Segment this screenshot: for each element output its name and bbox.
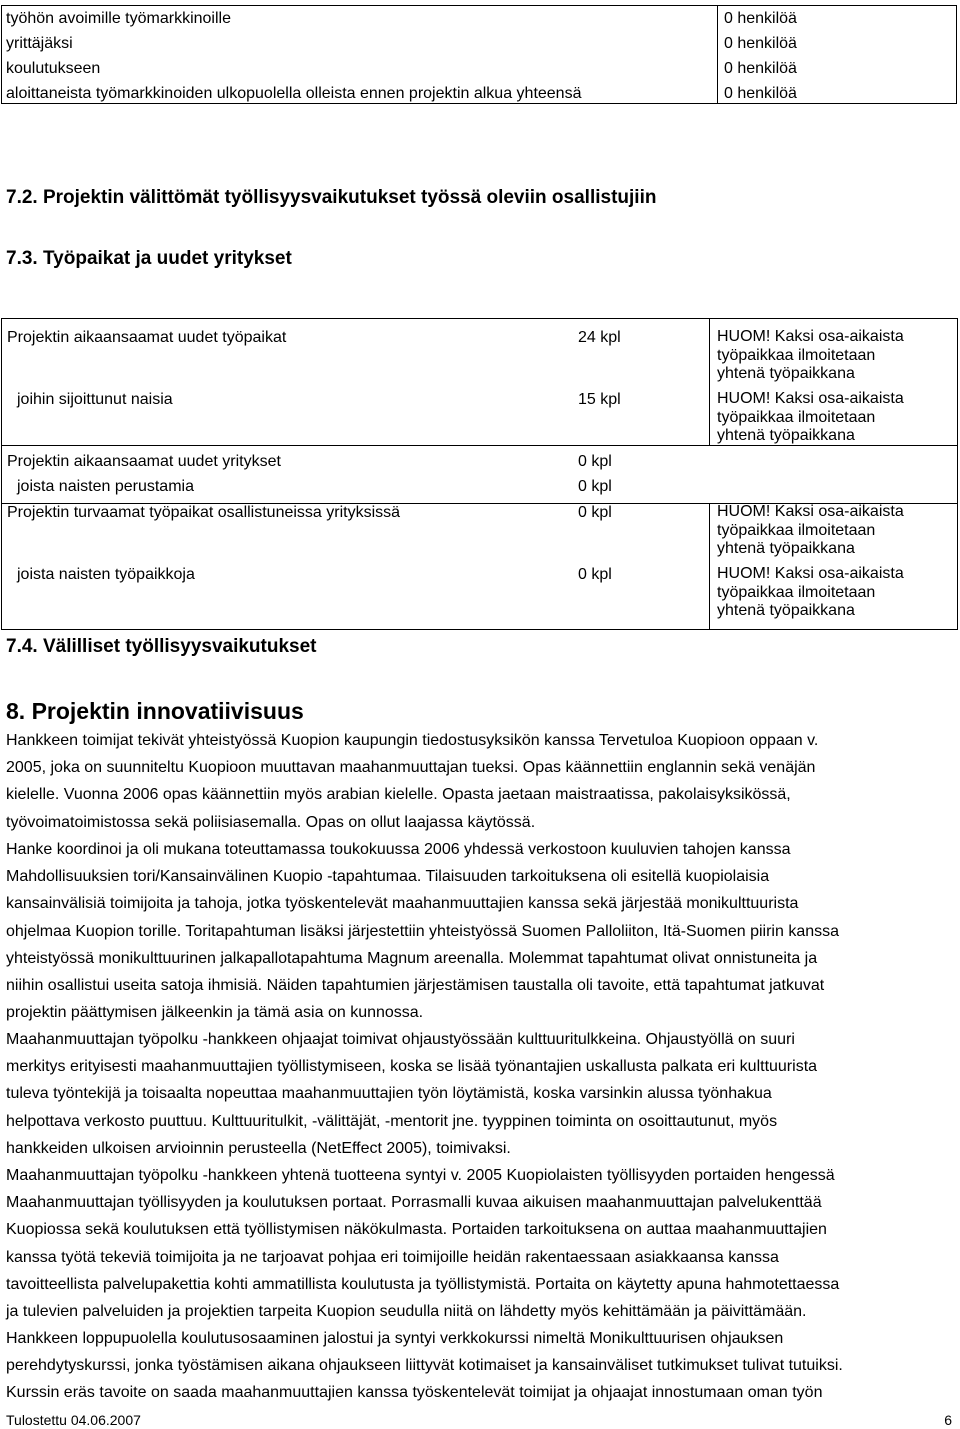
table-row bbox=[6, 81, 956, 106]
row-value: 0 kpl bbox=[578, 566, 612, 583]
section-heading-7-3: 7.3. Työpaikat ja uudet yritykset bbox=[6, 248, 292, 269]
print-date: Tulostettu 04.06.2007 bbox=[6, 1412, 141, 1428]
row-label: joista naisten työpaikkoja bbox=[17, 566, 195, 583]
paragraph: Hankkeen toimijat tekivät yhteistyössä Kuopion kaupungin tiedostusyksikön kanssa Tervetuloa Kuopioon oppaan v. 2005, joka on suunniteltu Kuopioon muuttavan maahanmuuttajan tueksi. Opas käännettiin englannin sekä venäjän kielelle. Vuonna 2006 opas käännettiin myös arabian kielelle. Opasta jaetaan maistraatissa, pakolaisyksikössä, työvoimatoimistossa sekä poliisiasemalla. Opas on ollut laajassa käytössä. bbox=[6, 732, 819, 831]
page-number: 6 bbox=[944, 1412, 952, 1428]
row-label: työhön avoimille työmarkkinoille bbox=[6, 10, 231, 27]
row-value: 0 henkilöä bbox=[724, 35, 797, 52]
row-value: 15 kpl bbox=[578, 391, 621, 408]
row-value: 24 kpl bbox=[578, 329, 621, 346]
row-label: Projektin turvaamat työpaikat osallistuneissa yrityksissä bbox=[7, 504, 401, 521]
section-heading-8: 8. Projektin innovatiivisuus bbox=[6, 698, 304, 724]
row-label: aloittaneista työmarkkinoiden ulkopuolella olleista ennen projektin alkua yhteensä bbox=[6, 85, 582, 102]
table-divider bbox=[709, 318, 710, 445]
row-value: 0 henkilöä bbox=[724, 60, 797, 77]
table-row bbox=[6, 56, 956, 81]
row-note: HUOM! Kaksi osa-aikaista työpaikkaa ilmoitetaan yhtenä työpaikkana bbox=[717, 328, 904, 382]
row-label: joista naisten perustamia bbox=[17, 478, 194, 495]
table-row bbox=[6, 6, 956, 31]
paragraph: Hankkeen loppupuolella koulutusosaaminen jalostui ja syntyi verkkokurssi nimeltä Monikulttuurisen ohjauksen perehdytyskurssi, jonka työstämisen aikana ohjaukseen liittyvät kotimaiset ja kansainväliset tutkimukset tulivat tutuiksi. Kurssin eräs tavoite on saada maahanmuuttajien kanssa työskentelevät toimijat ja ohjaajat innostumaan oman työn bbox=[6, 1330, 843, 1402]
table-divider bbox=[709, 503, 710, 630]
row-value: 0 kpl bbox=[578, 453, 612, 470]
row-note: HUOM! Kaksi osa-aikaista työpaikkaa ilmoitetaan yhtenä työpaikkana bbox=[717, 503, 904, 557]
paragraph: Hanke koordinoi ja oli mukana toteuttamassa toukokuussa 2006 yhdessä verkostoon kuuluvien tahojen kanssa Mahdollisuuksien tori/Kansainvälinen Kuopio -tapahtumaa. Tilaisuuden tarkoituksena oli esitellä kuopiolaisia kansainvälisiä toimijoita ja tahoja, jotka työskentelevät maahanmuuttajien kanssa sekä järjestää monikulttuurista ohjelmaa Kuopion torille. Toritapahtuman lisäksi järjestettiin yhteistyössä Suomen Palloliiton, Itä-Suomen piirin kanssa yhteistyössä monikulttuurinen jalkapallotapahtuma Magnum areenalla. Molemmat tapahtumat olivat onnistuneita ja niihin osallistui useita satoja ihmisiä. Näiden tapahtumien järjestämisen taustalla oli tavoite, että tapahtumat jatkuvat projektin päättymisen jälkeenkin ja tämä asia on kunnossa. bbox=[6, 841, 840, 1022]
row-value: 0 henkilöä bbox=[724, 10, 797, 27]
row-value: 0 kpl bbox=[578, 478, 612, 495]
row-label: Projektin aikaansaamat uudet yritykset bbox=[7, 453, 281, 470]
section-heading-7-4: 7.4. Välilliset työllisyysvaikutukset bbox=[6, 636, 317, 657]
section-heading-7-2: 7.2. Projektin välittömät työllisyysvaikutukset työssä oleviin osallistujiin bbox=[6, 187, 657, 208]
row-note: HUOM! Kaksi osa-aikaista työpaikkaa ilmoitetaan yhtenä työpaikkana bbox=[717, 565, 904, 619]
row-note: HUOM! Kaksi osa-aikaista työpaikkaa ilmoitetaan yhtenä työpaikkana bbox=[717, 390, 904, 444]
paragraph: Maahanmuuttajan työpolku -hankkeen yhtenä tuotteena syntyi v. 2005 Kuopiolaisten työllisyyden portaiden hengessä Maahanmuuttajan työllisyyden ja koulutuksen portaat. Porrasmalli kuvaa aikuisen maahanmuuttajan palvelukenttää Kuopiossa sekä koulutuksen että työllistymisen näkökulmasta. Portaiden tarkoituksena on auttaa maahanmuuttajien kanssa työtä tekeviä toimijoita ja ne tarjoavat pohjaa eri toimijoille heidän rakentaessaan asiakkaansa kanssa tavoitteellista palvelupakettia kohti ammatillista koulutusta ja työllistymistä. Portaita on käytetty apuna hahmotettaessa ja tulevien palveluiden ja projektien tarpeita Kuopion seudulla niitä on lähdetty myös kehittämään ja päivittämään. bbox=[6, 1167, 840, 1321]
row-value: 0 kpl bbox=[578, 504, 612, 521]
row-label: Projektin aikaansaamat uudet työpaikat bbox=[7, 329, 287, 346]
row-label: koulutukseen bbox=[6, 60, 101, 77]
row-label: yrittäjäksi bbox=[6, 35, 73, 52]
row-label: joihin sijoittunut naisia bbox=[17, 391, 173, 408]
paragraph: Maahanmuuttajan työpolku -hankkeen ohjaajat toimivat ohjaustyössään kulttuuritulkkeina. Ohjaustyöllä on suuri merkitys erityisesti maahanmuuttajien työllistymiseen, koska se lisää työnantajien uskallusta palkata eri kulttuurista tuleva työntekijä ja toisaalta nopeuttaa maahanmuuttajien työn löytämistä, koska varsinkin alussa työnhakua helpottava verkosto puuttuu. Kulttuuritulkit, -välittäjät, -mentorit jne. tyyppinen toiminta on osoittautunut, myös hankkeiden ulkoisen arvioinnin perusteella (NetEffect 2005), toimivaksi. bbox=[6, 1031, 818, 1157]
row-value: 0 henkilöä bbox=[724, 85, 797, 102]
table-row bbox=[6, 31, 956, 56]
